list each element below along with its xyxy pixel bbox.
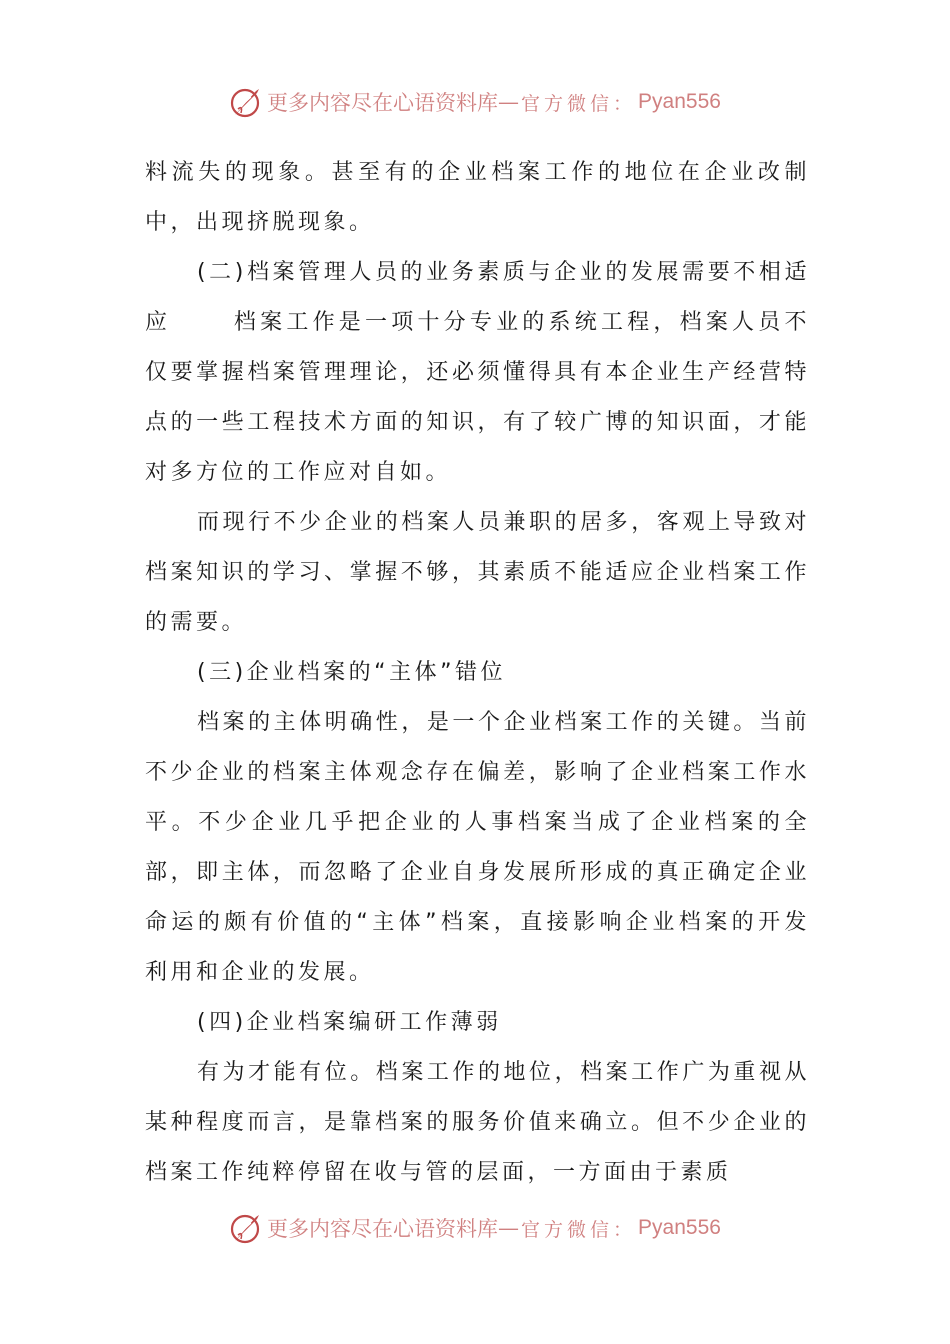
section-heading-3: (三)企业档案的“主体”错位 [197, 660, 506, 685]
header-wechat-id: Pyan556 [638, 90, 721, 113]
quill-circle-logo-icon [229, 85, 263, 119]
paragraph-1: 料流失的现象。甚至有的企业档案工作的地位在企业改制中，出现挤脱现象。 [145, 160, 810, 235]
header-banner [0, 82, 950, 122]
section-heading-2: (二)档案管理人员的业务素质与企业的发展需要不相适应 [145, 260, 810, 335]
quill-circle-logo-icon [229, 1211, 263, 1245]
header-brand: 更多内容尽在心语资料库 [267, 91, 499, 115]
footer-banner [0, 1208, 950, 1248]
footer-wechat-label: 官方微信： [521, 1218, 637, 1241]
paragraph-2-text: 档案工作是一项十分专业的系统工程，档案人员不仅要掌握档案管理理论，还必须懂得具有本企业生产经营特点的一些工程技术方面的知识，有了较广博的知识面，才能对多方位的工作应对自如。 [145, 310, 810, 485]
paragraph-5: 有为才能有位。档案工作的地位，档案工作广为重视从某种程度而言，是靠档案的服务价值来确立。但不少企业的档案工作纯粹停留在收与管的层面，一方面由于素质 [145, 1060, 810, 1185]
document-body [145, 148, 810, 1198]
footer-separator: — [498, 1216, 520, 1240]
header-separator: — [498, 90, 520, 114]
paragraph-2 [145, 248, 810, 498]
paragraph-3: 而现行不少企业的档案人员兼职的居多，客观上导致对档案知识的学习、掌握不够，其素质不能适应企业档案工作的需要。 [145, 510, 810, 635]
section-heading-4: (四)企业档案编研工作薄弱 [197, 1010, 502, 1035]
footer-wechat-id: Pyan556 [638, 1216, 721, 1239]
footer-brand: 更多内容尽在心语资料库 [267, 1217, 499, 1241]
header-wechat-label: 官方微信： [521, 92, 637, 115]
paragraph-4: 档案的主体明确性，是一个企业档案工作的关键。当前不少企业的档案主体观念存在偏差，影响了企业档案工作水平。不少企业几乎把企业的人事档案当成了企业档案的全部，即主体，而忽略了企业自身发展所形成的真正确定企业命运的颇有价值的“主体”档案，直接影响企业档案的开发利用和企业的发展。 [145, 710, 810, 985]
